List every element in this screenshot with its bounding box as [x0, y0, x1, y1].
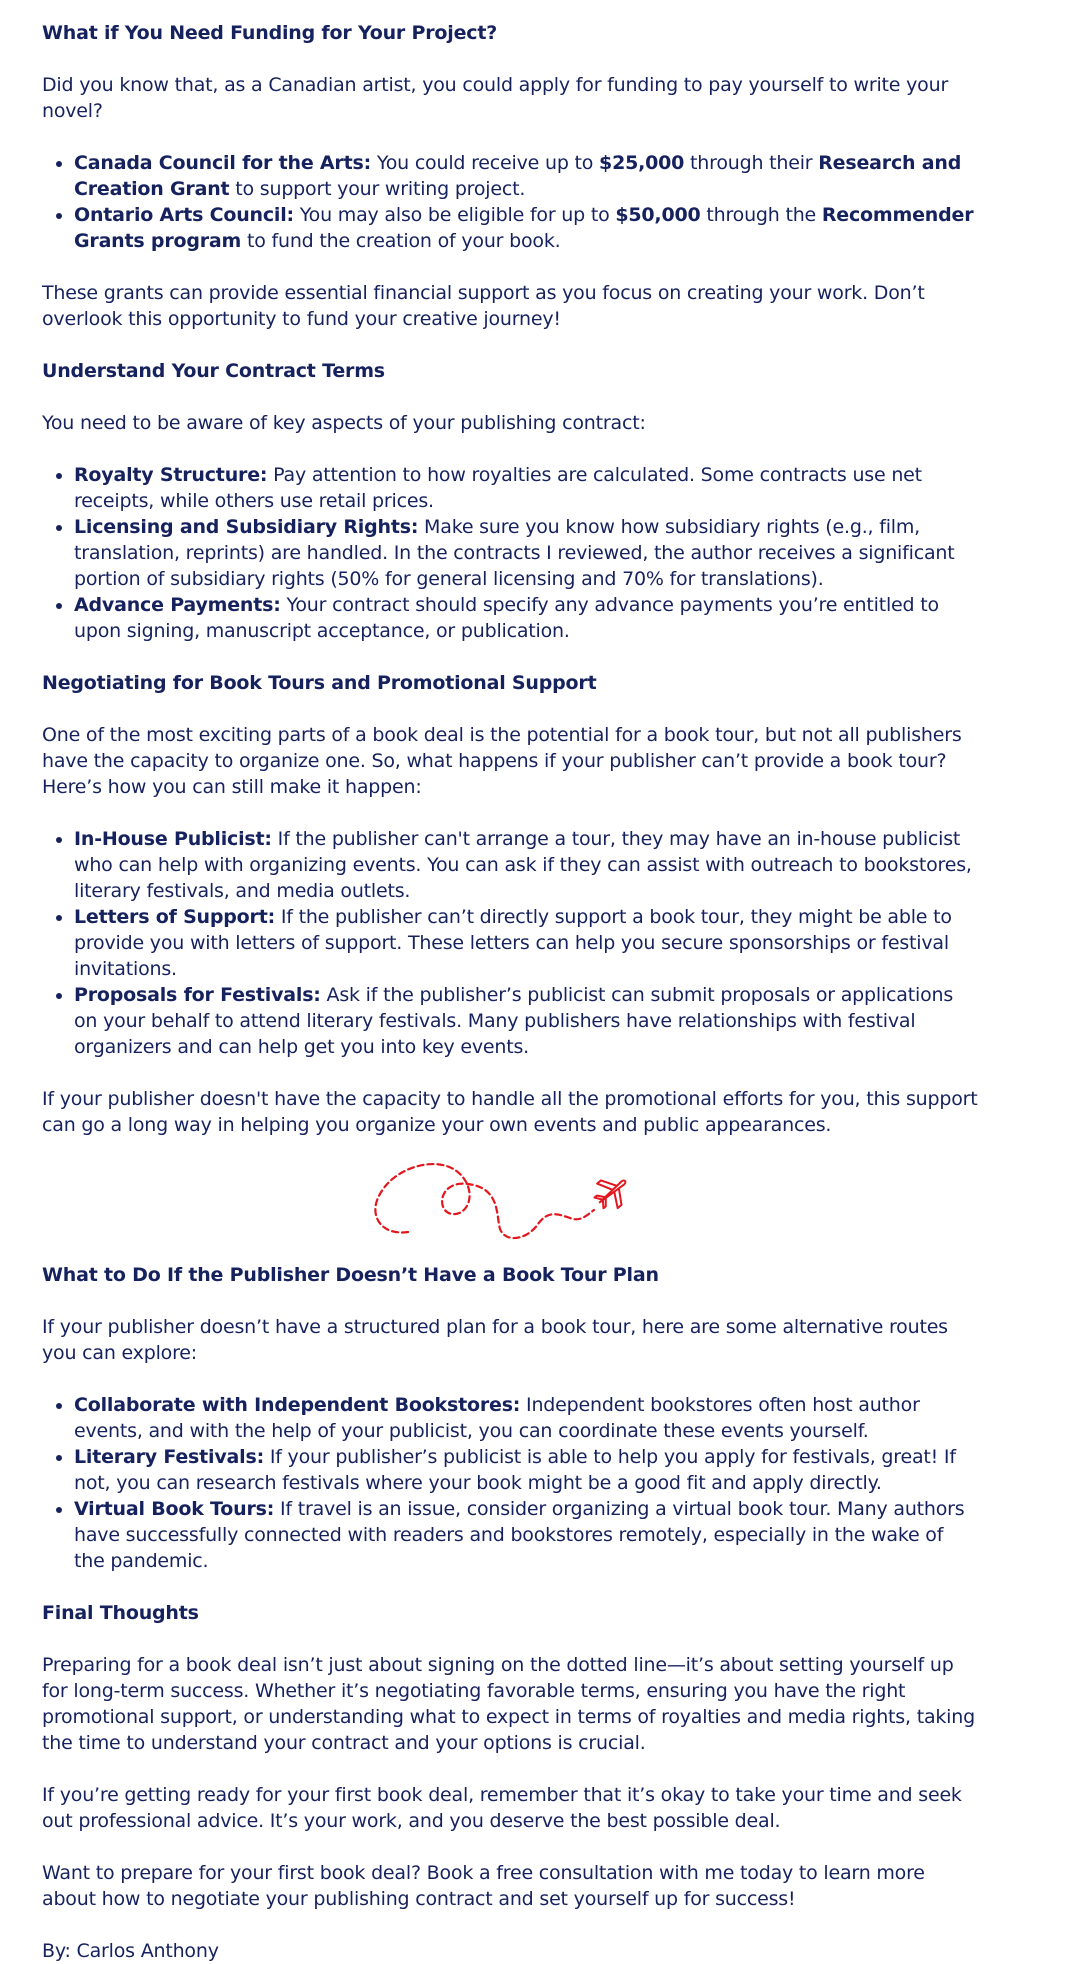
tours-outro: If your publisher doesn't have the capacity to handle all the promotional efforts for you, this support can go a long way in helping you organize your own events and public appearances.	[42, 1088, 978, 1136]
funding-list	[42, 150, 978, 254]
grant-program: Recommender Grants program	[74, 204, 974, 252]
final-paragraph-3: Want to prepare for your first book deal? Book a free consultation with me today to learn more about how to negotiate your publishing contract and set yourself up for success!	[42, 1862, 925, 1910]
grant-amount: $50,000	[615, 204, 701, 226]
item-title: Collaborate with Independent Bookstores:	[74, 1394, 521, 1416]
grant-amount: $25,000	[599, 152, 685, 174]
item-title: Proposals for Festivals:	[74, 984, 321, 1006]
item-text: If the publisher can’t directly support a book tour, they might be able to provide you with letters of support. These letters can help you secure sponsorships or festival invitations.	[74, 906, 952, 980]
item-text: through their	[684, 152, 819, 174]
item-title: Royalty Structure:	[74, 464, 268, 486]
tours-heading: Negotiating for Book Tours and Promotional Support	[42, 672, 597, 694]
airplane-doodle	[360, 1144, 660, 1254]
contract-intro: You need to be aware of key aspects of your publishing contract:	[42, 412, 646, 434]
item-text: Your contract should specify any advance payments you’re entitled to upon signing, manuscript acceptance, or publication.	[74, 594, 939, 642]
item-title: Licensing and Subsidiary Rights:	[74, 516, 419, 538]
funding-heading: What if You Need Funding for Your Project?	[42, 22, 498, 44]
list-item	[74, 514, 978, 592]
contract-list	[42, 462, 978, 644]
item-title: Ontario Arts Council:	[74, 204, 294, 226]
item-title: Canada Council for the Arts:	[74, 152, 371, 174]
list-item	[74, 150, 978, 202]
item-text: You may also be eligible for up to	[293, 204, 616, 226]
grant-program: Research and Creation Grant	[74, 152, 962, 200]
item-text: Ask if the publisher’s publicist can submit proposals or applications on your behalf to attend literary festivals. Many publishers have relationships with festival organizers and can help get you into key events.	[74, 984, 954, 1058]
item-title: Advance Payments:	[74, 594, 281, 616]
item-text: to fund the creation of your book.	[241, 230, 561, 252]
airplane-icon	[589, 1169, 636, 1215]
list-item	[74, 202, 978, 254]
list-item	[74, 1444, 978, 1496]
item-text: Make sure you know how subsidiary rights (e.g., film, translation, reprints) are handled. In the contracts I reviewed, the author receives a significant portion of subsidiary rights (50% for general licensing and 70% for translations).	[74, 516, 955, 590]
noplan-intro: If your publisher doesn’t have a structured plan for a book tour, here are some alternative routes you can explore:	[42, 1316, 948, 1364]
list-item	[74, 592, 978, 644]
funding-intro: Did you know that, as a Canadian artist, you could apply for funding to pay yourself to write your novel?	[42, 74, 949, 122]
list-item	[74, 904, 978, 982]
contract-heading: Understand Your Contract Terms	[42, 360, 385, 382]
item-title: Literary Festivals:	[74, 1446, 264, 1468]
final-paragraph-1: Preparing for a book deal isn’t just about signing on the dotted line—it’s about setting yourself up for long-term success. Whether it’s negotiating favorable terms, ensuring you have the right promotional support, or understanding what to expect in terms of royalties and media rights, taking the time to understand your contract and your options is crucial.	[42, 1654, 975, 1754]
final-paragraph-2: If you’re getting ready for your first book deal, remember that it’s okay to take your time and seek out professional advice. It’s your work, and you deserve the best possible deal.	[42, 1784, 962, 1832]
noplan-heading: What to Do If the Publisher Doesn’t Have a Book Tour Plan	[42, 1264, 659, 1286]
list-item	[74, 826, 978, 904]
noplan-list	[42, 1392, 978, 1574]
item-text: If the publisher can't arrange a tour, they may have an in-house publicist who can help with organizing events. You can ask if they can assist with outreach to bookstores, literary festivals, and media outlets.	[74, 828, 972, 902]
dotted-flight-path	[375, 1164, 594, 1238]
tours-intro: One of the most exciting parts of a book deal is the potential for a book tour, but not all publishers have the capacity to organize one. So, what happens if your publisher can’t provide a book tour? Here’s how you can still make it happen:	[42, 724, 962, 798]
list-item	[74, 1392, 978, 1444]
item-title: Letters of Support:	[74, 906, 275, 928]
tours-list	[42, 826, 978, 1060]
item-text: You could receive up to	[370, 152, 600, 174]
item-text: If travel is an issue, consider organizing a virtual book tour. Many authors have successfully connected with readers and bookstores remotely, especially in the wake of the pandemic.	[74, 1498, 965, 1572]
list-item	[74, 982, 978, 1060]
funding-outro: These grants can provide essential financial support as you focus on creating your work. Don’t overlook this opportunity to fund your creative journey!	[42, 282, 925, 330]
list-item	[74, 462, 978, 514]
item-text: to support your writing project.	[229, 178, 526, 200]
final-heading: Final Thoughts	[42, 1602, 199, 1624]
item-title: Virtual Book Tours:	[74, 1498, 275, 1520]
byline: By: Carlos Anthony	[42, 1940, 219, 1962]
item-text: Independent bookstores often host author events, and with the help of your publicist, you can coordinate these events yourself.	[74, 1394, 920, 1442]
item-text: If your publisher’s publicist is able to help you apply for festivals, great! If not, you can research festivals where your book might be a good fit and apply directly.	[74, 1446, 956, 1494]
item-text: through the	[700, 204, 822, 226]
item-text: Pay attention to how royalties are calculated. Some contracts use net receipts, while others use retail prices.	[74, 464, 922, 512]
item-title: In-House Publicist:	[74, 828, 272, 850]
list-item	[74, 1496, 978, 1574]
